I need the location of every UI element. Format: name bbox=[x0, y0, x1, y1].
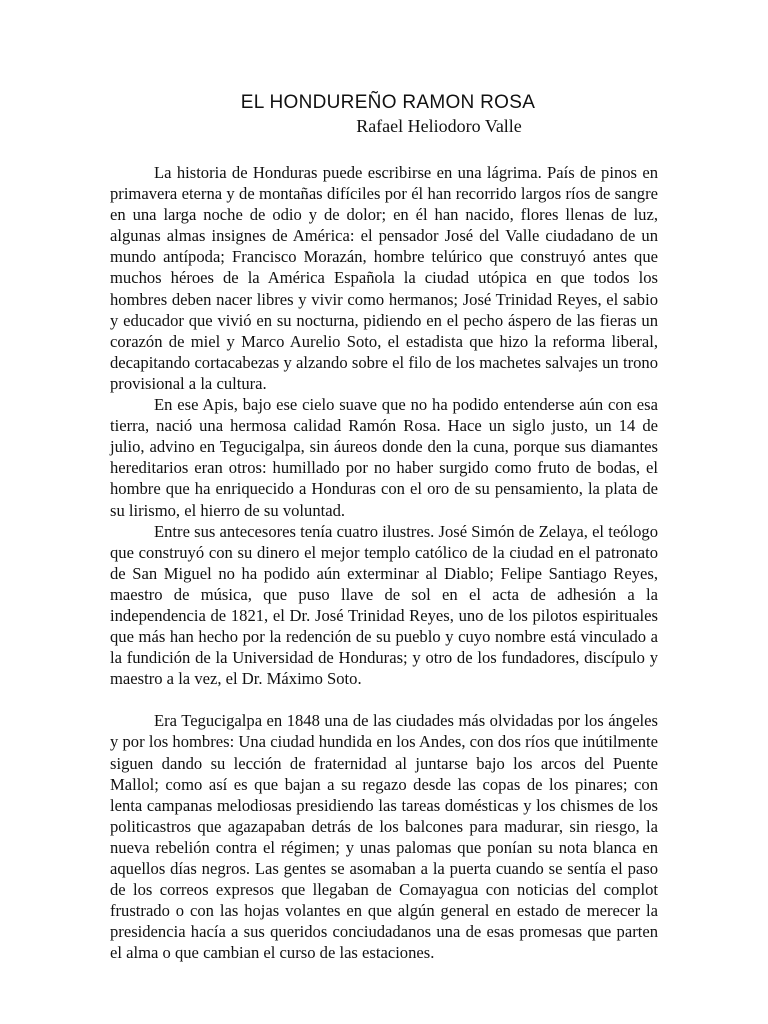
body-paragraph-3: Entre sus antecesores tenía cuatro ilustres. José Simón de Zelaya, el teólogo que construyó con su dinero el mejor templo católico de la ciudad en el patronato de San Miguel no ha podido aún exterminar al Diablo; Felipe Santiago Reyes, maestro de música, que puso llave de sol en el acta de adhesión a la independencia de 1821, el Dr. José Trinidad Reyes, uno de los pilotos espirituales que más han hecho por la redención de su pueblo y cuyo nombre está vinculado a la fundición de la Universidad de Honduras; y otro de los fundadores, discípulo y maestro a la vez, el Dr. Máximo Soto. bbox=[110, 521, 658, 689]
body-paragraph-4: Era Tegucigalpa en 1848 una de las ciudades más olvidadas por los ángeles y por los hombres: Una ciudad hundida en los Andes, con dos ríos que inútilmente siguen dando su lección de fraternidad al juntarse bajo los arcos del Puente Mallol; como así es que bajan a su regazo desde las copas de los pinares; con lenta campanas melodiosas presidiendo las tareas domésticas y los chismes de los politicastros que agazapaban detrás de los balcones para madurar, sin riesgo, la nueva rebelión contra el régimen; y unas palomas que ponían su nota blanca en aquellos días negros. Las gentes se asomaban a la puerta cuando se sentía el paso de los correos expresos que llegaban de Comayagua con noticias del complot frustrado o con las hojas volantes en que algún general en estado de merecer la presidencia hacía a sus queridos conciudadanos una de esas promesas que parten el alma o que cambian el curso de las estaciones. bbox=[110, 711, 658, 963]
document-author: Rafael Heliodoro Valle bbox=[356, 116, 522, 136]
body-paragraph-2: En ese Apis, bajo ese cielo suave que no ha podido entenderse aún con esa tierra, nació una hermosa calidad Ramón Rosa. Hace un siglo justo, un 14 de julio, advino en Tegucigalpa, sin áureos donde den la cuna, porque sus diamantes hereditarios eran otros: humillado por no haber surgido como fruto de bodas, el hombre que ha enriquecido a Honduras con el oro de su pensamiento, la plata de su lirismo, el hierro de su voluntad. bbox=[110, 395, 658, 520]
document-title: EL HONDUREÑO RAMON ROSA bbox=[240, 92, 536, 113]
body-paragraph-1: La historia de Honduras puede escribirse en una lágrima. País de pinos en primavera eterna y de montañas difíciles por él han recorrido largos ríos de sangre en una larga noche de odio y de dolor; en él han nacido, flores llenas de luz, algunas almas insignes de América: el pensador José del Valle ciudadano de un mundo antípoda; Francisco Morazán, hombre telúrico que construyó antes que muchos héroes de la América Española la ciudad utópica en que todos los hombres deben nacer libres y vivir como hermanos; José Trinidad Reyes, el sabio y educador que vivió en su nocturna, pidiendo en el pecho áspero de las fieras un corazón de miel y Marco Aurelio Soto, el estadista que hizo la reforma liberal, decapitando cortacabezas y alzando sobre el filo de los machetes salvajes un trono provisional a la cultura. bbox=[110, 163, 658, 393]
